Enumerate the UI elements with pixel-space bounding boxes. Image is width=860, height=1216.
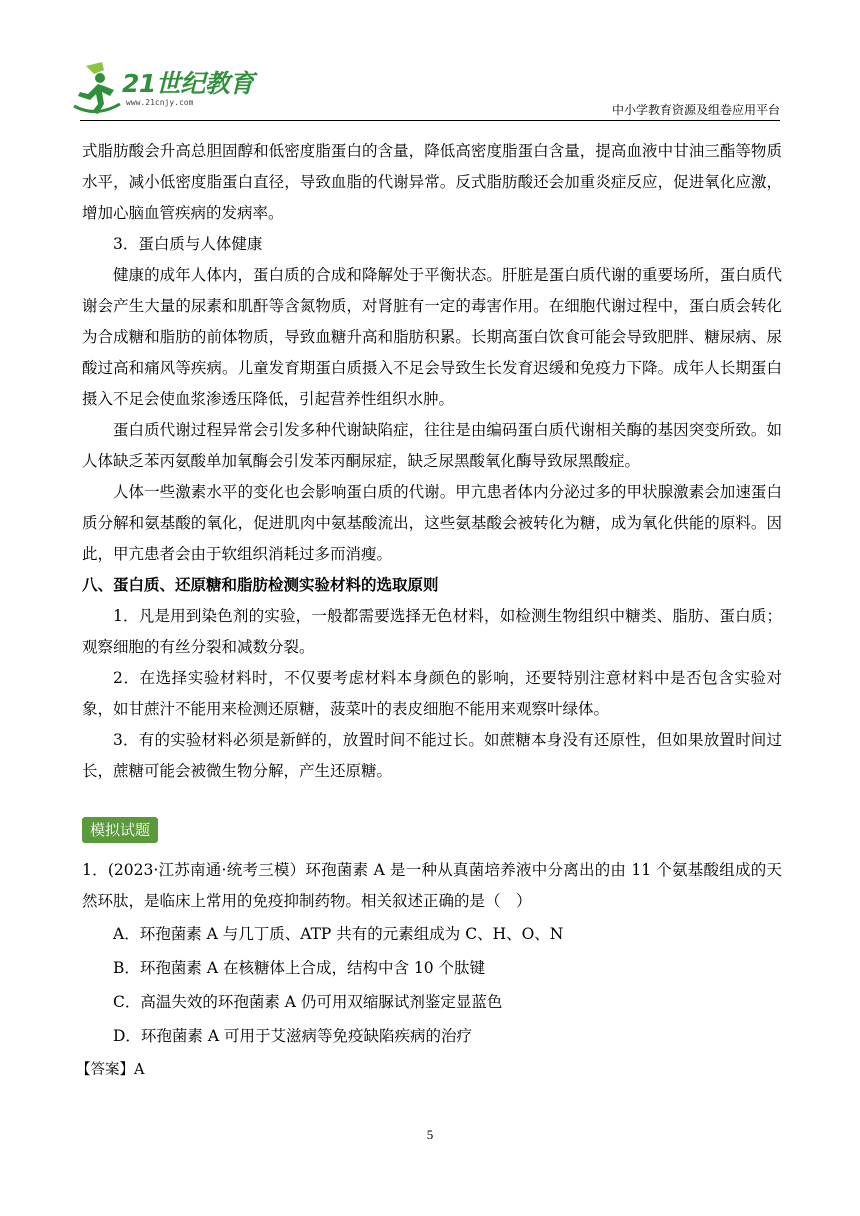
logo-text: 21世纪教育 xyxy=(122,69,254,98)
subheading-protein-health: 3．蛋白质与人体健康 xyxy=(113,235,263,253)
paragraph-trans-fat: 式脂肪酸会升高总胆固醇和低密度脂蛋白的含量，降低高密度脂蛋白含量，提高血液中甘油三酯等物质水平，减小低密度脂蛋白直径，导致血脂的代谢异常。反式脂肪酸还会加重炎症反应，促进氧化应激，增加心脑血管疾病的发病率。 xyxy=(82,142,782,222)
principle-2: 2．在选择实验材料时，不仅要考虑材料本身颜色的影响，还要特别注意材料中是否包含实验对象，如甘蔗汁不能用来检测还原糖，菠菜叶的表皮细胞不能用来观察叶绿体。 xyxy=(82,669,782,718)
paragraph-hormones: 人体一些激素水平的变化也会影响蛋白质的代谢。甲亢患者体内分泌过多的甲状腺激素会加速蛋白质分解和氨基酸的氧化，促进肌肉中氨基酸流出，这些氨基酸会被转化为糖，成为氧化供能的原料。因此，甲亢患者会由于软组织消耗过多而消瘦。 xyxy=(82,483,782,563)
header-divider xyxy=(80,120,780,121)
principle-1: 1．凡是用到染色剂的实验，一般都需要选择无色材料，如检测生物组织中糖类、脂肪、蛋白质；观察细胞的有丝分裂和减数分裂。 xyxy=(82,607,782,656)
option-c: C．高温失效的环孢菌素 A 仍可用双缩脲试剂鉴定显蓝色 xyxy=(113,993,503,1011)
platform-name: 中小学教育资源及组卷应用平台 xyxy=(611,103,780,117)
answer: 【答案】A xyxy=(76,1062,145,1078)
option-d: D．环孢菌素 A 可用于艾滋病等免疫缺陷疾病的治疗 xyxy=(113,1027,472,1045)
option-a: A．环孢菌素 A 与几丁质、ATP 共有的元素组成为 C、H、O、N xyxy=(113,925,564,943)
runner-icon xyxy=(72,60,122,116)
page-header xyxy=(0,0,860,130)
logo-url: www.21cnjy.com xyxy=(126,98,194,107)
section-heading-8: 八、蛋白质、还原糖和脂肪检测实验材料的选取原则 xyxy=(82,576,439,594)
mock-exam-tag-wrap xyxy=(82,817,782,847)
page-content xyxy=(76,136,782,1085)
principle-3: 3．有的实验材料必须是新鲜的，放置时间不能过长。如蔗糖本身没有还原性，但如果放置时间过长，蔗糖可能会被微生物分解，产生还原糖。 xyxy=(82,731,782,780)
page-number: 5 xyxy=(426,1127,434,1142)
mock-exam-tag: 模拟试题 xyxy=(82,817,158,843)
option-b: B．环孢菌素 A 在核糖体上合成，结构中含 10 个肽键 xyxy=(113,959,486,977)
paragraph-protein-balance: 健康的成年人体内，蛋白质的合成和降解处于平衡状态。肝脏是蛋白质代谢的重要场所，蛋白质代谢会产生大量的尿素和肌酐等含氮物质，对肾脏有一定的毒害作用。在细胞代谢过程中，蛋白质会转化为合成糖和脂肪的前体物质，导致血糖升高和脂肪积累。长期高蛋白饮食可能会导致肥胖、糖尿病、尿酸过高和痛风等疾病。儿童发育期蛋白质摄入不足会导致生长发育迟缓和免疫力下降。成年人长期蛋白摄入不足会使血浆渗透压降低，引起营养性组织水肿。 xyxy=(82,266,782,408)
question-1-stem: 1．(2023·江苏南通·统考三模）环孢菌素 A 是一种从真菌培养液中分离出的由 11 个氨基酸组成的天然环肽，是临床上常用的免疫抑制药物。相关叙述正确的是（ ） xyxy=(82,861,782,910)
logo xyxy=(76,60,256,120)
paragraph-metabolic-defects: 蛋白质代谢过程异常会引发多种代谢缺陷症，往往是由编码蛋白质代谢相关酶的基因突变所致。如人体缺乏苯丙氨酸单加氧酶会引发苯丙酮尿症，缺乏尿黑酸氧化酶导致尿黑酸症。 xyxy=(82,421,782,470)
